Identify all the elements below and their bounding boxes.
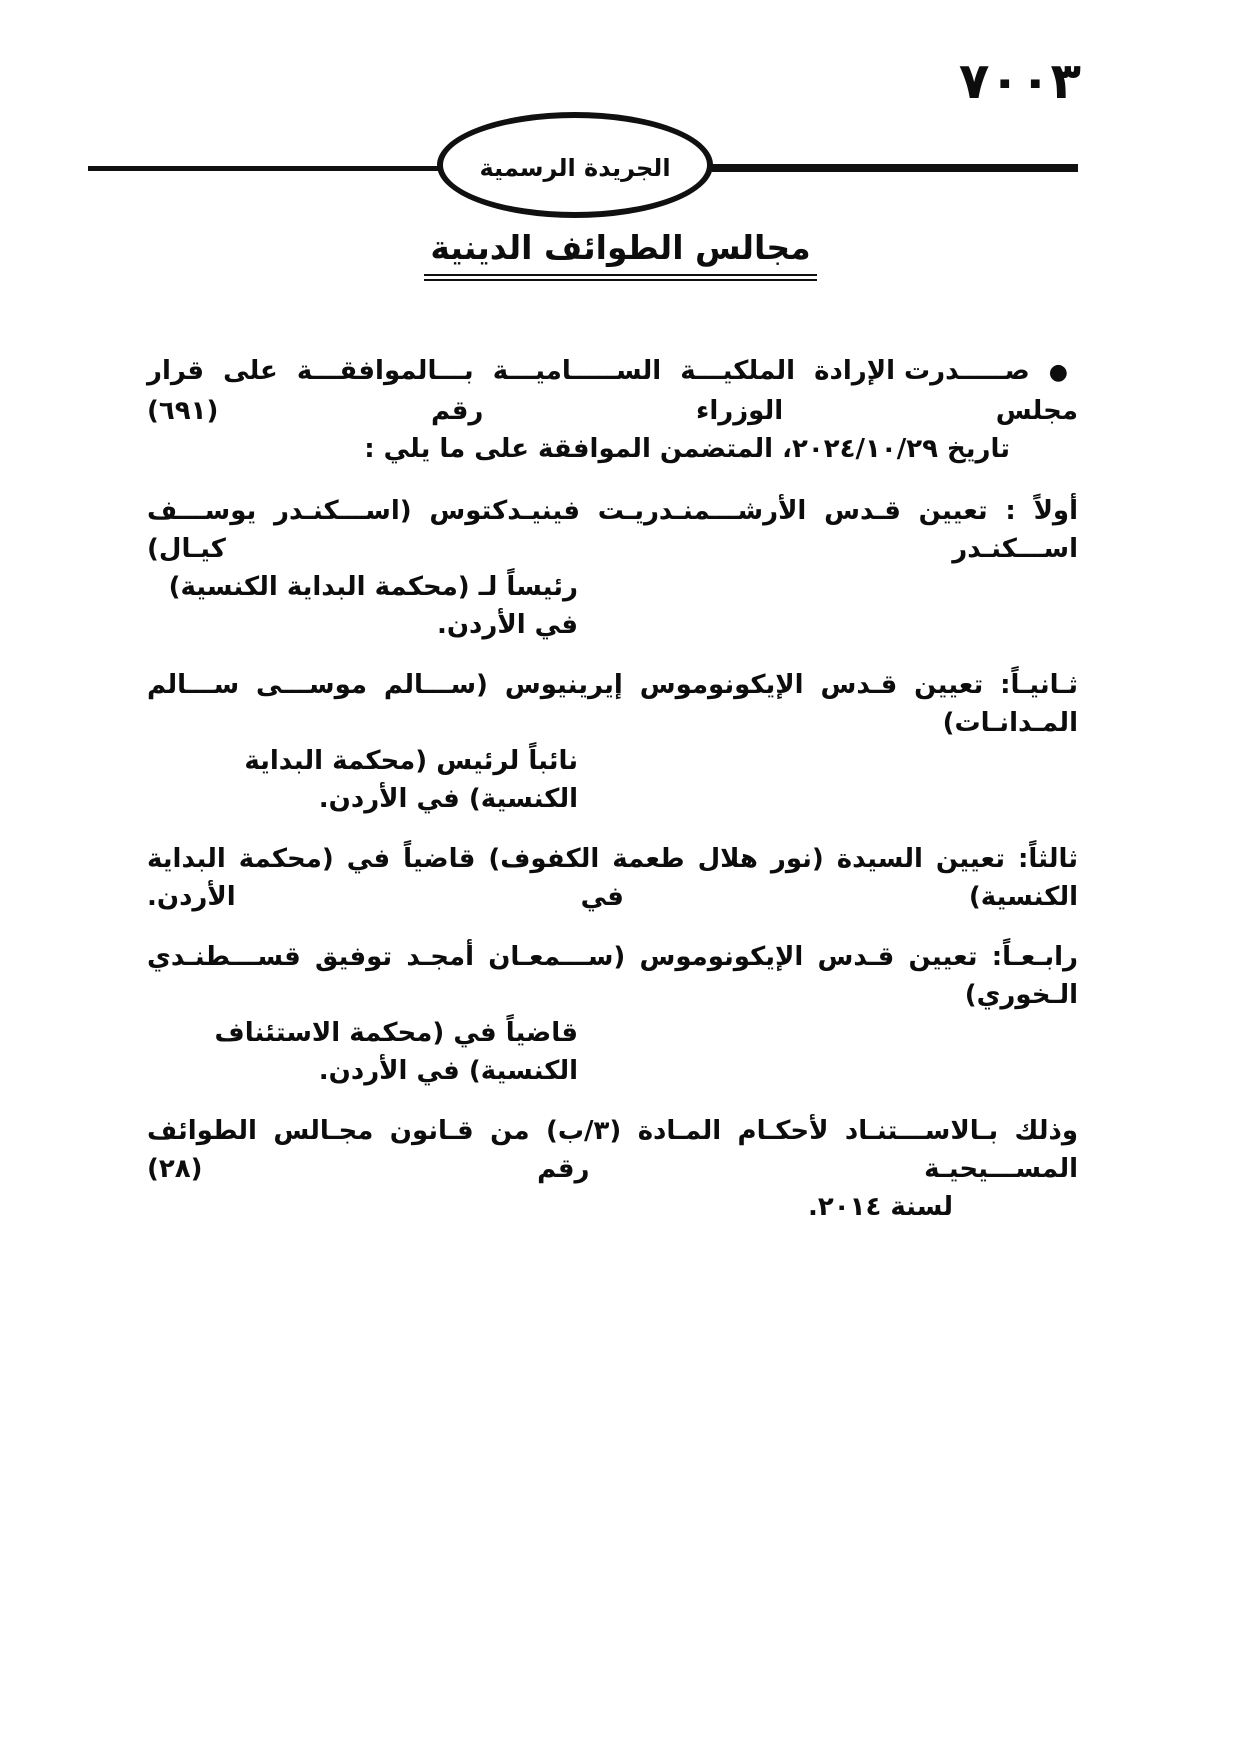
section-title-text: مجالس الطوائف الدينية	[424, 228, 816, 276]
decree-intro-text: صـــــدرت الإرادة الملكيـــة الســـــاميـــة بـــالموافقـــة على قرار مجلس الوزراء رقم (٦٩١)	[147, 356, 1078, 426]
header-rule-left	[88, 166, 438, 171]
page-number: ٧٠٠٣	[958, 52, 1081, 110]
appointment-item-second	[147, 666, 1078, 818]
appointment-item-line: ثالثاً: تعيين السيدة (نور هلال طعمة الكفوف) قاضياً في (محكمة البداية الكنسية) في الأردن.	[147, 844, 1078, 912]
header-rule-right	[712, 164, 1078, 172]
section-title	[0, 228, 1241, 276]
appointment-item-line: رابـعـاً: تعيين قـدس الإيكونوموس (ســـمعـان أمجـد توفيق قســـطنـدي الـخوري)	[147, 942, 1078, 1010]
appointment-item-line: أولاً : تعيين قـدس الأرشـــمنـدريـت فينيـدكتوس (اســـكنـدر يوســـف اســـكنـدر كيـال)	[147, 496, 1078, 564]
appointment-item-line: قاضياً في (محكمة الاستئناف الكنسية) في الأردن.	[214, 1018, 578, 1086]
appointment-item-first	[147, 492, 1078, 644]
official-gazette-banner	[437, 112, 713, 218]
bullet-dot-icon: ●	[1048, 360, 1078, 385]
decree-closing-line-2: لسنة ٢٠١٤.	[807, 1192, 953, 1222]
decree-closing-paragraph	[147, 1112, 1078, 1226]
decree-intro-line-2: تاريخ ٢٠٢٤/١٠/٢٩، المتضمن الموافقة على ما يلي :	[364, 434, 1010, 464]
appointment-item-line: نائباً لرئيس (محكمة البداية الكنسية) في الأردن.	[244, 746, 578, 814]
banner-label: الجريدة الرسمية	[479, 154, 671, 182]
decree-intro-paragraph	[147, 352, 1078, 468]
appointment-item-line: ثـانيـاً: تعيين قـدس الإيكونوموس إيرينيوس (ســـالم موســـى ســـالم المـدانـات)	[147, 670, 1078, 738]
decree-closing-line-1: وذلك بـالاســـتنـاد لأحكـام المـادة (٣/ب) من قـانون مجـالس الطوائف المســـيحيـة رقم (٢٨)	[147, 1116, 1078, 1184]
decree-content	[147, 352, 1078, 1250]
decree-intro-line-1	[147, 352, 1078, 430]
appointment-item-fourth	[147, 938, 1078, 1090]
appointment-item-line: رئيساً لـ (محكمة البداية الكنسية) في الأردن.	[168, 572, 578, 640]
appointment-item-third	[147, 840, 1078, 916]
